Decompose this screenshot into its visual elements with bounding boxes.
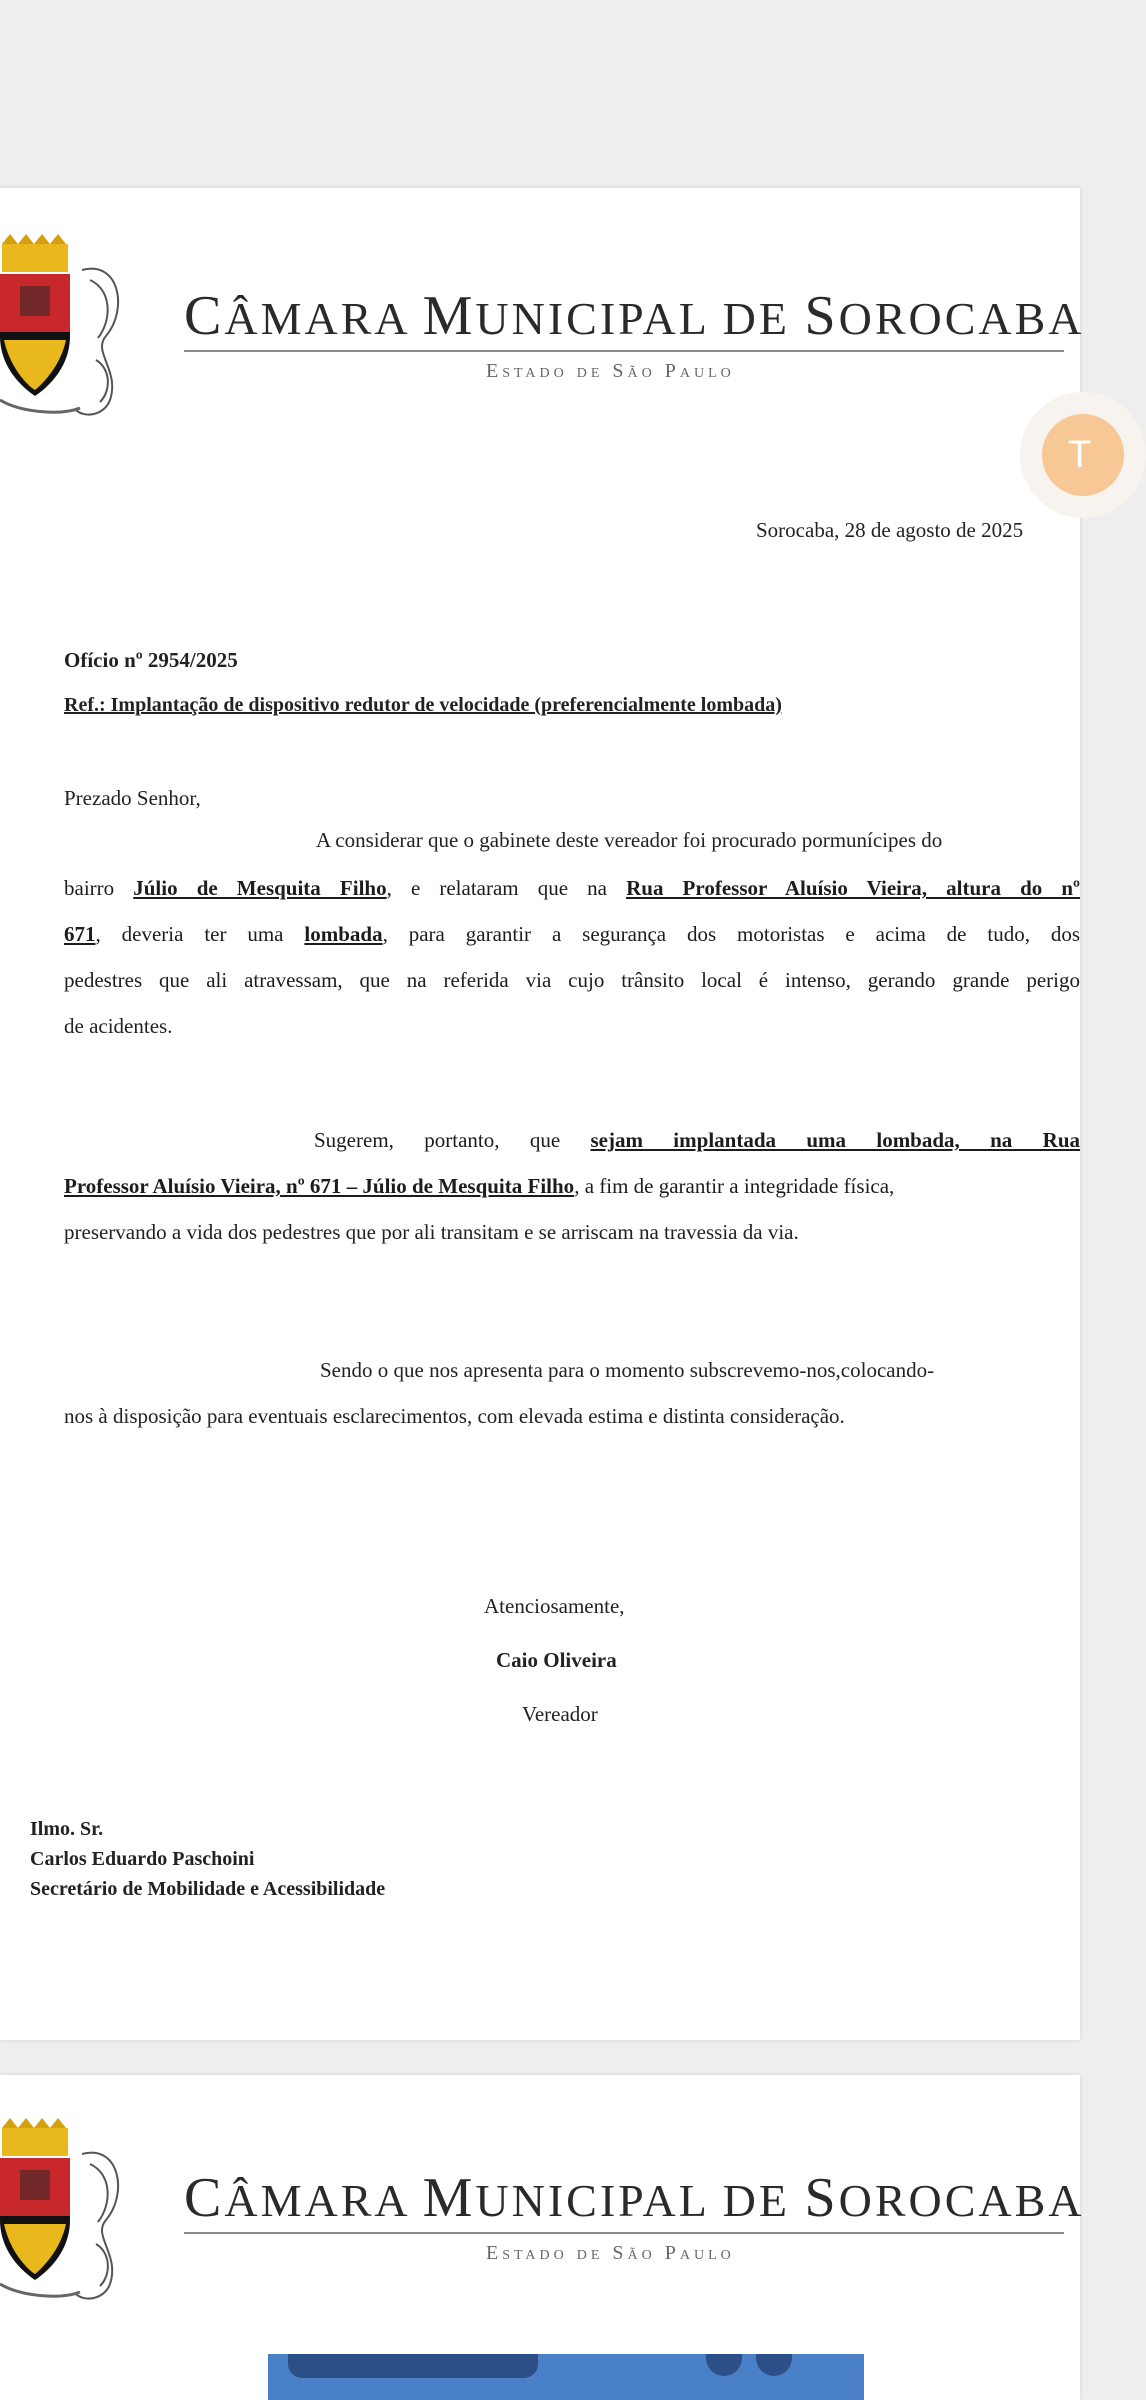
header-rule — [184, 350, 1064, 352]
paragraph-1-line-4: pedestres que ali atravessam, que na referida via cujo trânsito local é intenso, gerando grande perigo — [64, 968, 1080, 992]
paragraph-2-line-3: preservando a vida dos pedestres que por ali transitam e se arriscam na travessia da via. — [64, 1220, 799, 1244]
recipient-name: Carlos Eduardo Paschoini — [30, 1848, 255, 1870]
letter-number: Ofício nº 2954/2025 — [64, 648, 238, 672]
letter-greeting: Prezado Senhor, — [64, 786, 201, 810]
paragraph-1-line-1: A considerar que o gabinete deste vereador foi procurado pormunícipes do — [316, 828, 943, 852]
signer-role: Vereador — [522, 1702, 598, 1726]
image-dot — [756, 2354, 792, 2376]
paragraph-2-line-2: Professor Aluísio Vieira, nº 671 – Júlio de Mesquita Filho, a fim de garantir a integridade física, — [64, 1174, 895, 1198]
image-pill — [288, 2354, 538, 2378]
institution-title: CÂMARA MUNICIPAL DE SOROCABA — [184, 285, 1085, 347]
institution-subtitle: Estado de São Paulo — [486, 360, 735, 382]
paragraph-3-line-2: nos à disposição para eventuais esclarecimentos, com elevada estima e distinta consideração. — [64, 1404, 845, 1428]
institution-subtitle-page-2: Estado de São Paulo — [486, 2242, 735, 2264]
closing: Atenciosamente, — [484, 1594, 625, 1618]
coat-of-arms-icon — [0, 240, 128, 420]
letter-date: Sorocaba, 28 de agosto de 2025 — [756, 518, 1024, 542]
paragraph-1-line-3: 671, deveria ter uma lombada, para garantir a segurança dos motoristas e acima de tudo, dos — [64, 922, 1081, 946]
image-dot — [706, 2354, 742, 2376]
translate-icon[interactable]: T — [1042, 414, 1124, 496]
recipient-salutation: Ilmo. Sr. — [30, 1818, 104, 1840]
embedded-image-panel — [268, 2354, 864, 2400]
paragraph-1-line-5: de acidentes. — [64, 1014, 173, 1038]
coat-of-arms-icon — [0, 2124, 128, 2304]
paragraph-2-line-1: Sugerem, portanto, que sejam implantada uma lombada, na Rua — [314, 1128, 1080, 1152]
header-rule-page-2 — [184, 2232, 1064, 2234]
recipient-role: Secretário de Mobilidade e Acessibilidade — [30, 1878, 386, 1900]
institution-title-page-2: CÂMARA MUNICIPAL DE SOROCABA — [184, 2167, 1085, 2229]
signer-name: Caio Oliveira — [496, 1648, 617, 1672]
paragraph-1-line-2: bairro Júlio de Mesquita Filho, e relataram que na Rua Professor Aluísio Vieira, altura do nº — [64, 876, 1080, 900]
letter-reference: Ref.: Implantação de dispositivo redutor de velocidade (preferencialmente lombada) — [64, 694, 782, 716]
paragraph-3-line-1: Sendo o que nos apresenta para o momento subscrevemo-nos,colocando- — [320, 1358, 935, 1382]
document-page-2 — [0, 2075, 1085, 2400]
document-page-1 — [0, 188, 1085, 2040]
